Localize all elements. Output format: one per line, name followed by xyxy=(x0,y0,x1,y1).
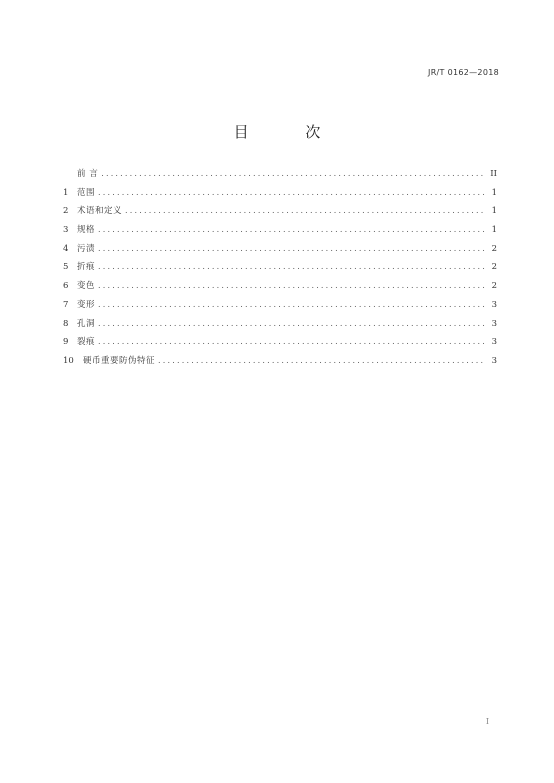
toc-entry-title: 变形 xyxy=(77,299,96,310)
toc-entry-number: 6 xyxy=(63,281,69,292)
toc-leader-dots xyxy=(98,319,486,328)
toc-leader-dots xyxy=(98,188,486,197)
toc-leader-dots xyxy=(98,225,486,234)
toc-entry-9[interactable] xyxy=(63,335,497,354)
toc-list xyxy=(63,167,497,373)
toc-entry-title: 术语和定义 xyxy=(77,206,123,217)
toc-entry-7[interactable] xyxy=(63,298,497,317)
toc-entry-6[interactable] xyxy=(63,279,497,298)
toc-entry-page: II xyxy=(490,169,497,179)
toc-entry-number: 4 xyxy=(63,243,69,254)
page-number: I xyxy=(485,717,489,726)
toc-entry-number: 10 xyxy=(63,355,74,366)
toc-entry-title: 孔洞 xyxy=(77,318,96,329)
toc-entry-page: 2 xyxy=(491,243,497,254)
toc-leader-dots xyxy=(101,169,486,178)
toc-entry-10[interactable] xyxy=(63,354,497,373)
toc-entry-2[interactable] xyxy=(63,204,497,223)
toc-entry-number: 9 xyxy=(63,337,69,348)
toc-leader-dots xyxy=(98,244,486,253)
toc-entry-number: 3 xyxy=(63,225,69,236)
toc-entry-number: 5 xyxy=(63,262,69,273)
toc-leader-dots xyxy=(98,337,486,346)
toc-entry-number: 2 xyxy=(63,206,69,217)
toc-entry-title: 折痕 xyxy=(77,262,96,273)
toc-leader-dots xyxy=(98,262,486,271)
document-code: JR/T 0162—2018 xyxy=(428,68,499,77)
toc-entry-page: 3 xyxy=(491,318,497,329)
toc-entry-page: 2 xyxy=(491,262,497,273)
toc-entry-number: 7 xyxy=(63,299,69,310)
toc-entry-4[interactable] xyxy=(63,242,497,261)
toc-entry-3[interactable] xyxy=(63,223,497,242)
toc-entry-title: 前 言 xyxy=(77,169,99,179)
toc-entry-page: 2 xyxy=(491,281,497,292)
toc-entry-title: 变色 xyxy=(77,281,96,292)
toc-entry-title: 污渍 xyxy=(77,243,96,254)
toc-entry-number: 1 xyxy=(63,187,69,198)
toc-entry-1[interactable] xyxy=(63,186,497,205)
toc-leader-dots xyxy=(125,206,486,215)
toc-entry-page: 1 xyxy=(491,225,497,236)
toc-entry-8[interactable] xyxy=(63,317,497,336)
toc-entry-title: 范围 xyxy=(77,187,96,198)
toc-entry-page: 3 xyxy=(491,337,497,348)
toc-title: 目 次 xyxy=(233,123,347,141)
toc-entry-foreword[interactable] xyxy=(63,167,497,186)
toc-leader-dots xyxy=(158,356,486,365)
toc-leader-dots xyxy=(98,300,486,309)
toc-entry-number: 8 xyxy=(63,318,69,329)
toc-entry-page: 3 xyxy=(491,355,497,366)
toc-entry-page: 3 xyxy=(491,299,497,310)
toc-entry-page: 1 xyxy=(491,206,497,217)
toc-entry-page: 1 xyxy=(491,187,497,198)
toc-leader-dots xyxy=(98,281,486,290)
toc-entry-title: 硬币重要防伪特征 xyxy=(83,355,156,366)
toc-entry-title: 裂痕 xyxy=(77,337,96,348)
toc-entry-title: 规格 xyxy=(77,225,96,236)
toc-entry-5[interactable] xyxy=(63,260,497,279)
